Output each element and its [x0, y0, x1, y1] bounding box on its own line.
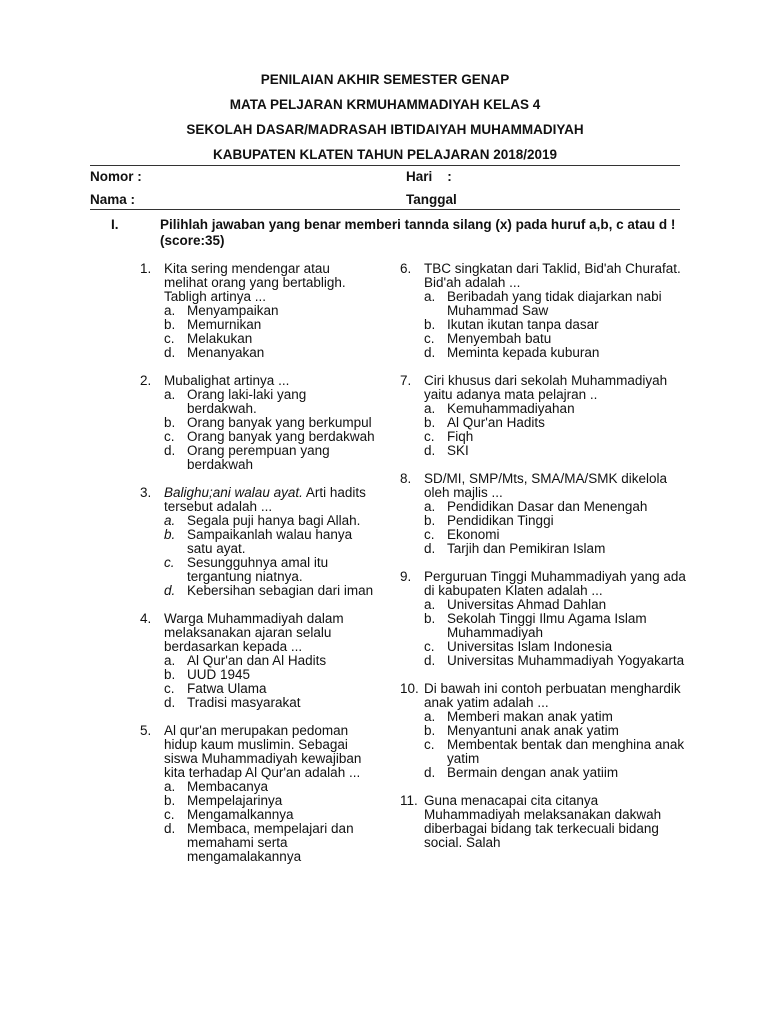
option-text: Membaca, mempelajari dan memahami serta mengamalakannya — [187, 821, 354, 864]
option-letter: a. — [424, 401, 436, 416]
option-text: Segala puji hanya bagi Allah. — [187, 513, 361, 528]
answer-option — [424, 346, 690, 360]
answer-option — [424, 290, 690, 318]
question-item — [400, 682, 690, 780]
question-number: 3. — [140, 485, 152, 500]
option-letter: d. — [164, 443, 176, 458]
tanggal-label: Tanggal — [406, 192, 457, 207]
answer-option — [424, 738, 690, 766]
question-number: 8. — [400, 471, 412, 486]
question-text — [424, 682, 690, 710]
answer-option — [424, 766, 690, 780]
option-text: Menyantuni anak anak yatim — [447, 723, 619, 738]
option-text: Tradisi masyarakat — [187, 695, 301, 710]
option-text: Orang banyak yang berdakwah — [187, 429, 375, 444]
option-letter: b. — [424, 415, 436, 430]
option-text: Universitas Muhammadiyah Yogyakarta — [447, 653, 685, 668]
answer-option — [164, 528, 375, 556]
answer-option — [424, 528, 690, 542]
section-instruction: Pilihlah jawaban yang benar memberi tannda silang (x) pada huruf a,b, c atau d ! (score:35) — [160, 217, 676, 248]
option-text: Orang laki-laki yang berdakwah. — [187, 387, 307, 416]
option-letter: c. — [424, 331, 435, 346]
option-text: Pendidikan Tinggi — [447, 513, 554, 528]
option-text: Meminta kepada kuburan — [447, 345, 600, 360]
option-text: Ikutan ikutan tanpa dasar — [447, 317, 599, 332]
answer-option — [164, 780, 375, 794]
question-item — [140, 724, 375, 864]
answer-option — [164, 668, 375, 682]
option-text: Membentak bentak dan menghina anak yatim — [447, 737, 685, 766]
question-text-body: Mubalighat artinya ... — [164, 373, 290, 388]
nomor-label: Nomor : — [90, 169, 142, 184]
question-item — [140, 374, 375, 472]
question-number: 2. — [140, 373, 152, 388]
option-letter: a. — [424, 499, 436, 514]
question-text-italic: Balighu;ani walau ayat. — [164, 485, 303, 500]
option-text: Sampaikanlah walau hanya satu ayat. — [187, 527, 353, 556]
question-item — [400, 374, 690, 458]
option-letter: a. — [424, 289, 436, 304]
option-text: Menyembah batu — [447, 331, 552, 346]
answer-option — [424, 598, 690, 612]
option-text: UUD 1945 — [187, 667, 251, 682]
answer-option — [164, 808, 375, 822]
question-number: 10. — [400, 681, 419, 696]
option-letter: d. — [424, 653, 436, 668]
option-text: Sesungguhnya amal itu tergantung niatnya. — [187, 555, 329, 584]
answer-option — [424, 500, 690, 514]
option-text: Fiqh — [447, 429, 474, 444]
answer-option — [164, 304, 375, 318]
option-text: Menanyakan — [187, 345, 265, 360]
answer-option — [424, 430, 690, 444]
option-letter: b. — [424, 723, 436, 738]
question-number: 9. — [400, 569, 412, 584]
option-letter: d. — [424, 345, 436, 360]
right-question-column — [400, 262, 690, 864]
question-item — [140, 486, 375, 598]
question-text-body: Perguruan Tinggi Muhammadiyah yang ada di kabupaten Klaten adalah ... — [424, 569, 686, 598]
option-letter: d. — [164, 583, 176, 598]
option-letter: c. — [164, 807, 175, 822]
question-number: 7. — [400, 373, 412, 388]
question-text-body: Ciri khusus dari sekolah Muhammadiyah yaitu adanya mata pelajran .. — [424, 373, 668, 402]
answer-option — [424, 402, 690, 416]
option-letter: c. — [164, 331, 175, 346]
hari-label: Hari : — [406, 169, 452, 184]
option-letter: b. — [424, 317, 436, 332]
option-letter: b. — [164, 317, 176, 332]
answer-option — [164, 682, 375, 696]
option-text: Memurnikan — [187, 317, 262, 332]
question-text — [424, 794, 690, 850]
nama-label: Nama : — [90, 192, 136, 207]
answer-option — [424, 514, 690, 528]
answer-option — [164, 654, 375, 668]
section-number: I. — [111, 217, 119, 232]
answer-option — [164, 514, 375, 528]
answer-option — [424, 612, 690, 640]
option-text: Pendidikan Dasar dan Menengah — [447, 499, 648, 514]
option-letter: c. — [424, 527, 435, 542]
question-text-body: SD/MI, SMP/Mts, SMA/MA/SMK dikelola oleh majlis ... — [424, 471, 668, 500]
option-letter: b. — [424, 513, 436, 528]
option-letter: b. — [164, 793, 176, 808]
question-text-body: Di bawah ini contoh perbuatan menghardik anak yatim adalah ... — [424, 681, 681, 710]
answer-option — [164, 416, 375, 430]
option-letter: a. — [164, 387, 176, 402]
option-text: Kebersihan sebagian dari iman — [187, 583, 374, 598]
question-text-body: Warga Muhammadiyah dalam melaksanakan ajaran selalu berdasarkan kepada ... — [164, 611, 344, 654]
question-item — [140, 262, 375, 360]
answer-option — [164, 318, 375, 332]
option-letter: a. — [164, 779, 176, 794]
answer-option — [424, 542, 690, 556]
header-line-3: SEKOLAH DASAR/MADRASAH IBTIDAIYAH MUHAMMADIYAH — [186, 122, 584, 137]
option-letter: d. — [164, 695, 176, 710]
question-item — [400, 472, 690, 556]
answer-option — [424, 710, 690, 724]
header-line-4: KABUPATEN KLATEN TAHUN PELAJARAN 2018/2019 — [212, 147, 558, 162]
question-text — [424, 472, 690, 500]
option-letter: a. — [424, 597, 436, 612]
option-text: Al Qur'an Hadits — [447, 415, 545, 430]
answer-option — [424, 654, 690, 668]
option-text: Al Qur'an dan Al Hadits — [187, 653, 327, 668]
option-letter: d. — [164, 345, 176, 360]
question-number: 4. — [140, 611, 152, 626]
option-text: Kemuhammadiyahan — [447, 401, 575, 416]
answer-option — [164, 346, 375, 360]
option-letter: c. — [424, 737, 435, 752]
option-letter: d. — [424, 443, 436, 458]
answer-option — [424, 332, 690, 346]
header-line-2: MATA PELJARAN KRMUHAMMADIYAH KELAS 4 — [229, 97, 541, 112]
option-text: Mengamalkannya — [187, 807, 294, 822]
option-text: Menyampaikan — [187, 303, 279, 318]
answer-option — [164, 556, 375, 584]
option-letter: a. — [164, 513, 176, 528]
option-letter: c. — [424, 429, 435, 444]
answer-option — [424, 724, 690, 738]
question-number: 6. — [400, 261, 412, 276]
option-letter: a. — [164, 653, 176, 668]
option-text: Sekolah Tinggi Ilmu Agama Islam Muhammadiyah — [447, 611, 647, 640]
answer-option — [164, 584, 375, 598]
option-text: Memberi makan anak yatim — [447, 709, 613, 724]
answer-option — [164, 794, 375, 808]
option-text: Melakukan — [187, 331, 253, 346]
answer-option — [424, 444, 690, 458]
question-text — [164, 262, 375, 304]
option-letter: c. — [164, 555, 175, 570]
answer-option — [164, 444, 375, 472]
answer-option — [424, 416, 690, 430]
answer-option — [164, 696, 375, 710]
answer-option — [164, 430, 375, 444]
question-item — [140, 612, 375, 710]
option-text: Mempelajarinya — [187, 793, 283, 808]
option-letter: c. — [164, 429, 175, 444]
question-text — [164, 374, 375, 388]
question-item — [400, 262, 690, 360]
question-item — [400, 570, 690, 668]
option-letter: d. — [164, 821, 176, 836]
option-text: Universitas Islam Indonesia — [447, 639, 613, 654]
option-text: Universitas Ahmad Dahlan — [447, 597, 607, 612]
fields-divider — [90, 209, 680, 210]
option-letter: b. — [424, 611, 436, 626]
option-letter: b. — [164, 527, 176, 542]
option-letter: a. — [424, 709, 436, 724]
question-text — [164, 612, 375, 654]
header-line-1: PENILAIAN AKHIR SEMESTER GENAP — [260, 72, 510, 87]
header-divider — [90, 165, 680, 166]
answer-option — [164, 388, 375, 416]
option-letter: c. — [164, 681, 175, 696]
question-text — [424, 262, 690, 290]
option-letter: b. — [164, 415, 176, 430]
option-text: Fatwa Ulama — [187, 681, 267, 696]
option-letter: c. — [424, 639, 435, 654]
question-text — [424, 570, 690, 598]
question-text-body: Kita sering mendengar atau melihat orang yang bertabligh. Tabligh artinya ... — [164, 261, 346, 304]
answer-option — [424, 318, 690, 332]
option-text: Orang perempuan yang berdakwah — [187, 443, 330, 472]
question-text-body: Arti hadits tersebut adalah ... — [164, 485, 366, 514]
option-letter: b. — [164, 667, 176, 682]
question-text-body: Al qur'an merupakan pedoman hidup kaum muslimin. Sebagai siswa Muhammadiyah kewajiban kita terhadap Al Qur'an adalah ... — [164, 723, 362, 780]
option-text: Membacanya — [187, 779, 269, 794]
option-letter: d. — [424, 765, 436, 780]
question-number: 11. — [400, 793, 418, 808]
question-text-body: TBC singkatan dari Taklid, Bid'ah Churafat. Bid'ah adalah ... — [424, 261, 681, 290]
question-text — [164, 724, 375, 780]
question-number: 5. — [140, 723, 152, 738]
question-item — [400, 794, 690, 850]
option-text: SKI — [447, 443, 469, 458]
option-text: Bermain dengan anak yatiim — [447, 765, 619, 780]
answer-option — [164, 332, 375, 346]
option-text: Beribadah yang tidak diajarkan nabi Muhammad Saw — [447, 289, 662, 318]
option-text: Tarjih dan Pemikiran Islam — [447, 541, 606, 556]
question-text — [164, 486, 375, 514]
option-letter: a. — [164, 303, 176, 318]
option-text: Ekonomi — [447, 527, 500, 542]
question-text — [424, 374, 690, 402]
answer-option — [424, 640, 690, 654]
option-letter: d. — [424, 541, 436, 556]
question-number: 1. — [140, 261, 152, 276]
answer-option — [164, 822, 375, 864]
left-question-column — [140, 262, 375, 878]
question-text-body: Guna menacapai cita citanya Muhammadiyah melaksanakan dakwah diberbagai bidang tak terkecuali bidang social. Salah — [424, 793, 662, 850]
option-text: Orang banyak yang berkumpul — [187, 415, 372, 430]
